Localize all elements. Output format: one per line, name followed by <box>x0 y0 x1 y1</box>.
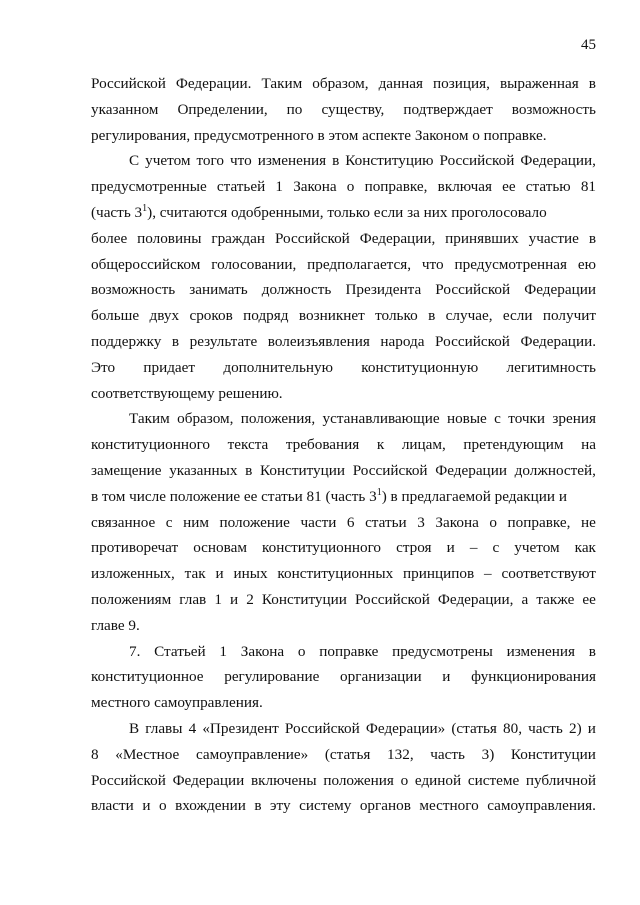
text-line: замещение указанных в Конституции Российской Федерации должностей, <box>91 461 596 479</box>
text-line: более половины граждан Российской Федерации, принявших участие в <box>91 229 596 247</box>
body-text <box>91 71 596 819</box>
text-line: главе 9. <box>91 616 140 634</box>
text-line: соответствующему решению. <box>91 384 283 402</box>
text-line: Российской Федерации включены положения о единой системе публичной <box>91 771 596 789</box>
text-line: связанное с ним положение части 6 статьи 3 Закона о поправке, не <box>91 513 596 531</box>
text-line: возможность занимать должность Президента Российской Федерации <box>91 281 596 299</box>
text-line: противоречат основам конституционного строя и – с учетом как <box>91 539 596 557</box>
text-line: Российской Федерации. Таким образом, данная позиция, выраженная в <box>91 75 596 92</box>
text-line: С учетом того что изменения в Конституцию Российской Федерации, <box>129 152 596 170</box>
superscript: 1 <box>376 486 382 498</box>
text-line: указанном Определении, по существу, подтверждает возможность <box>91 100 596 118</box>
text-line: изложенных, так и иных конституционных принципов – соответствуют <box>91 565 596 583</box>
text-line: конституционное регулирование организации и функционирования <box>91 668 596 686</box>
text-line: предусмотренные статьей 1 Закона о поправке, включая ее статью 81 <box>91 178 596 196</box>
text-line: положениям глав 1 и 2 Конституции Российской Федерации, а также ее <box>91 590 596 608</box>
page-number: 45 <box>581 37 596 53</box>
text-line: поддержку в результате волеизъявления народа Российской Федерации. <box>91 332 596 350</box>
text-line: Это придает дополнительную конституционную легитимность <box>91 358 596 376</box>
text-line: общероссийском голосовании, предполагается, что предусмотренная ею <box>91 255 596 273</box>
text-line: местного самоуправления. <box>91 694 263 712</box>
text-line: конституционного текста требования к лицам, претендующим на <box>91 436 596 454</box>
text-line: больше двух сроков подряд возникнет только в случае, если получит <box>91 307 596 325</box>
text-line: регулирования, предусмотренного в этом аспекте Законом о поправке. <box>91 126 547 144</box>
text-line: 7. Статьей 1 Закона о поправке предусмотрены изменения в <box>129 642 596 660</box>
text-line: Таким образом, положения, устанавливающие новые с точки зрения <box>129 410 596 428</box>
text-line: власти и о вхождении в эту систему органов местного самоуправления. <box>91 797 596 815</box>
text-line: (часть $3^1$), считаются одобренными, только если за них проголосовало <box>91 202 547 221</box>
superscript: 1 <box>142 202 148 214</box>
text-line: В главы 4 «Президент Российской Федерации» (статья 80, часть 2) и <box>129 719 596 737</box>
text-line: 8 «Местное самоуправление» (статья 132, часть 3) Конституции <box>91 745 596 763</box>
text-line: в том числе положение ее статьи 81 (часть $3^1$) в предлагаемой редакции и <box>91 486 567 505</box>
